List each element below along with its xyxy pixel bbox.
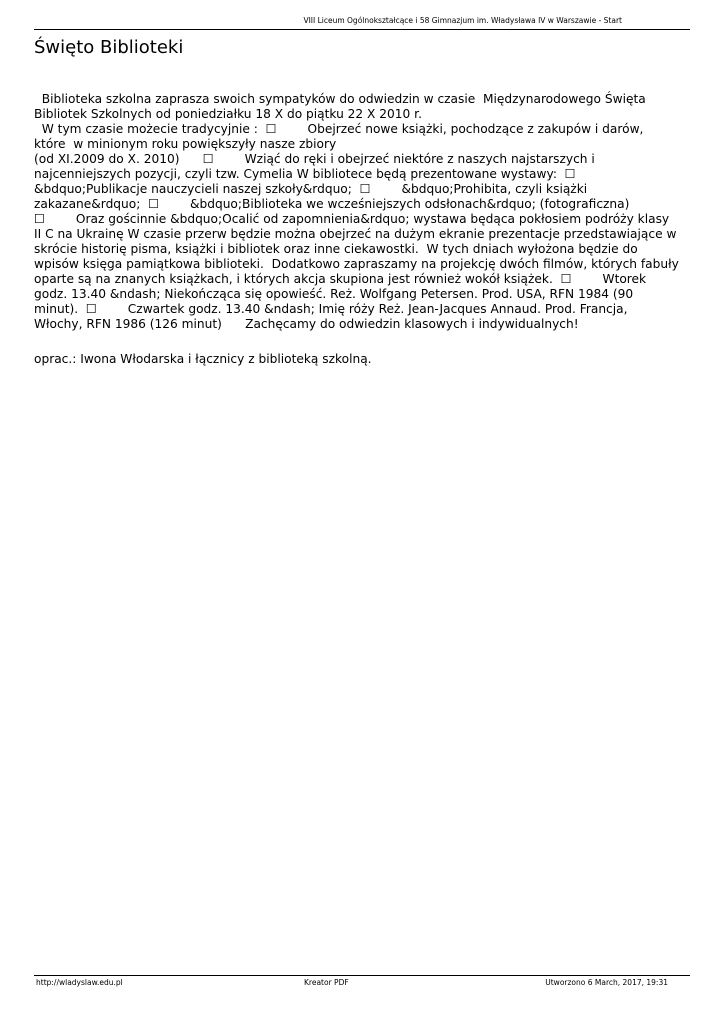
author-credit: oprac.: Iwona Włodarska i łącznicy z biblioteką szkolną. bbox=[34, 352, 372, 367]
article-title: Święto Biblioteki bbox=[34, 37, 184, 58]
body-line: Bibliotek Szkolnych od poniedziałku 18 X do piątku 22 X 2010 r. bbox=[34, 107, 422, 121]
site-title: VIII Liceum Ogólnokształcące i 58 Gimnazjum im. Władysława IV w Warszawie - Start bbox=[303, 16, 622, 25]
page-footer bbox=[34, 975, 690, 988]
body-line: najcenniejszych pozycji, czyli tzw. Cymelia W bibliotece będą prezentowane wystawy: ☐ bbox=[34, 167, 576, 181]
body-line: wpisów księga pamiątkowa biblioteki. Dodatkowo zapraszamy na projekcję dwóch filmów, których fabuły bbox=[34, 257, 679, 271]
body-line: oparte są na znanych książkach, i których akcja skupiona jest również wokół książek. ☐ Wtorek bbox=[34, 272, 647, 286]
body-line: W tym czasie możecie tradycyjnie : ☐ Obejrzeć nowe książki, pochodzące z zakupów i darów, bbox=[34, 122, 644, 136]
body-line: ☐ Oraz gościnnie &bdquo;Ocalić od zapomnienia&rdquo; wystawa będąca pokłosiem podróży klasy bbox=[34, 212, 670, 226]
body-line: &bdquo;Publikacje nauczycieli naszej szkoły&rdquo; ☐ &bdquo;Prohibita, czyli książki bbox=[34, 182, 588, 196]
body-line: Włochy, RFN 1986 (126 minut) Zachęcamy do odwiedzin klasowych i indywidualnych! bbox=[34, 317, 579, 331]
body-line: które w minionym roku powiększyły nasze zbiory bbox=[34, 137, 337, 151]
article-body bbox=[34, 92, 694, 332]
body-line: zakazane&rdquo; ☐ &bdquo;Biblioteka we wcześniejszych odsłonach&rdquo; (fotograficzna) bbox=[34, 197, 630, 211]
body-line: Biblioteka szkolna zaprasza swoich sympatyków do odwiedzin w czasie Międzynarodowego Święta bbox=[34, 92, 646, 106]
footer-created-date: Utworzono 6 March, 2017, 19:31 bbox=[545, 978, 668, 987]
body-line: godz. 13.40 &ndash; Niekończąca się opowieść. Reż. Wolfgang Petersen. Prod. USA, RFN 1984 (90 bbox=[34, 287, 634, 301]
body-line: minut). ☐ Czwartek godz. 13.40 &ndash; Imię róży Reż. Jean-Jacques Annaud. Prod. Francja, bbox=[34, 302, 628, 316]
body-line: skrócie historię pisma, książki i bibliotek oraz inne ciekawostki. W tych dniach wyłożona będzie do bbox=[34, 242, 638, 256]
footer-generator: Kreator PDF bbox=[304, 978, 349, 987]
body-line: II C na Ukrainę W czasie przerw będzie można obejrzeć na dużym ekranie prezentacje przedstawiające w bbox=[34, 227, 677, 241]
body-line: (od XI.2009 do X. 2010) ☐ Wziąć do ręki i obejrzeć niektóre z naszych najstarszych i bbox=[34, 152, 595, 166]
page-header bbox=[34, 15, 690, 30]
footer-url: http://wladyslaw.edu.pl bbox=[36, 978, 123, 987]
